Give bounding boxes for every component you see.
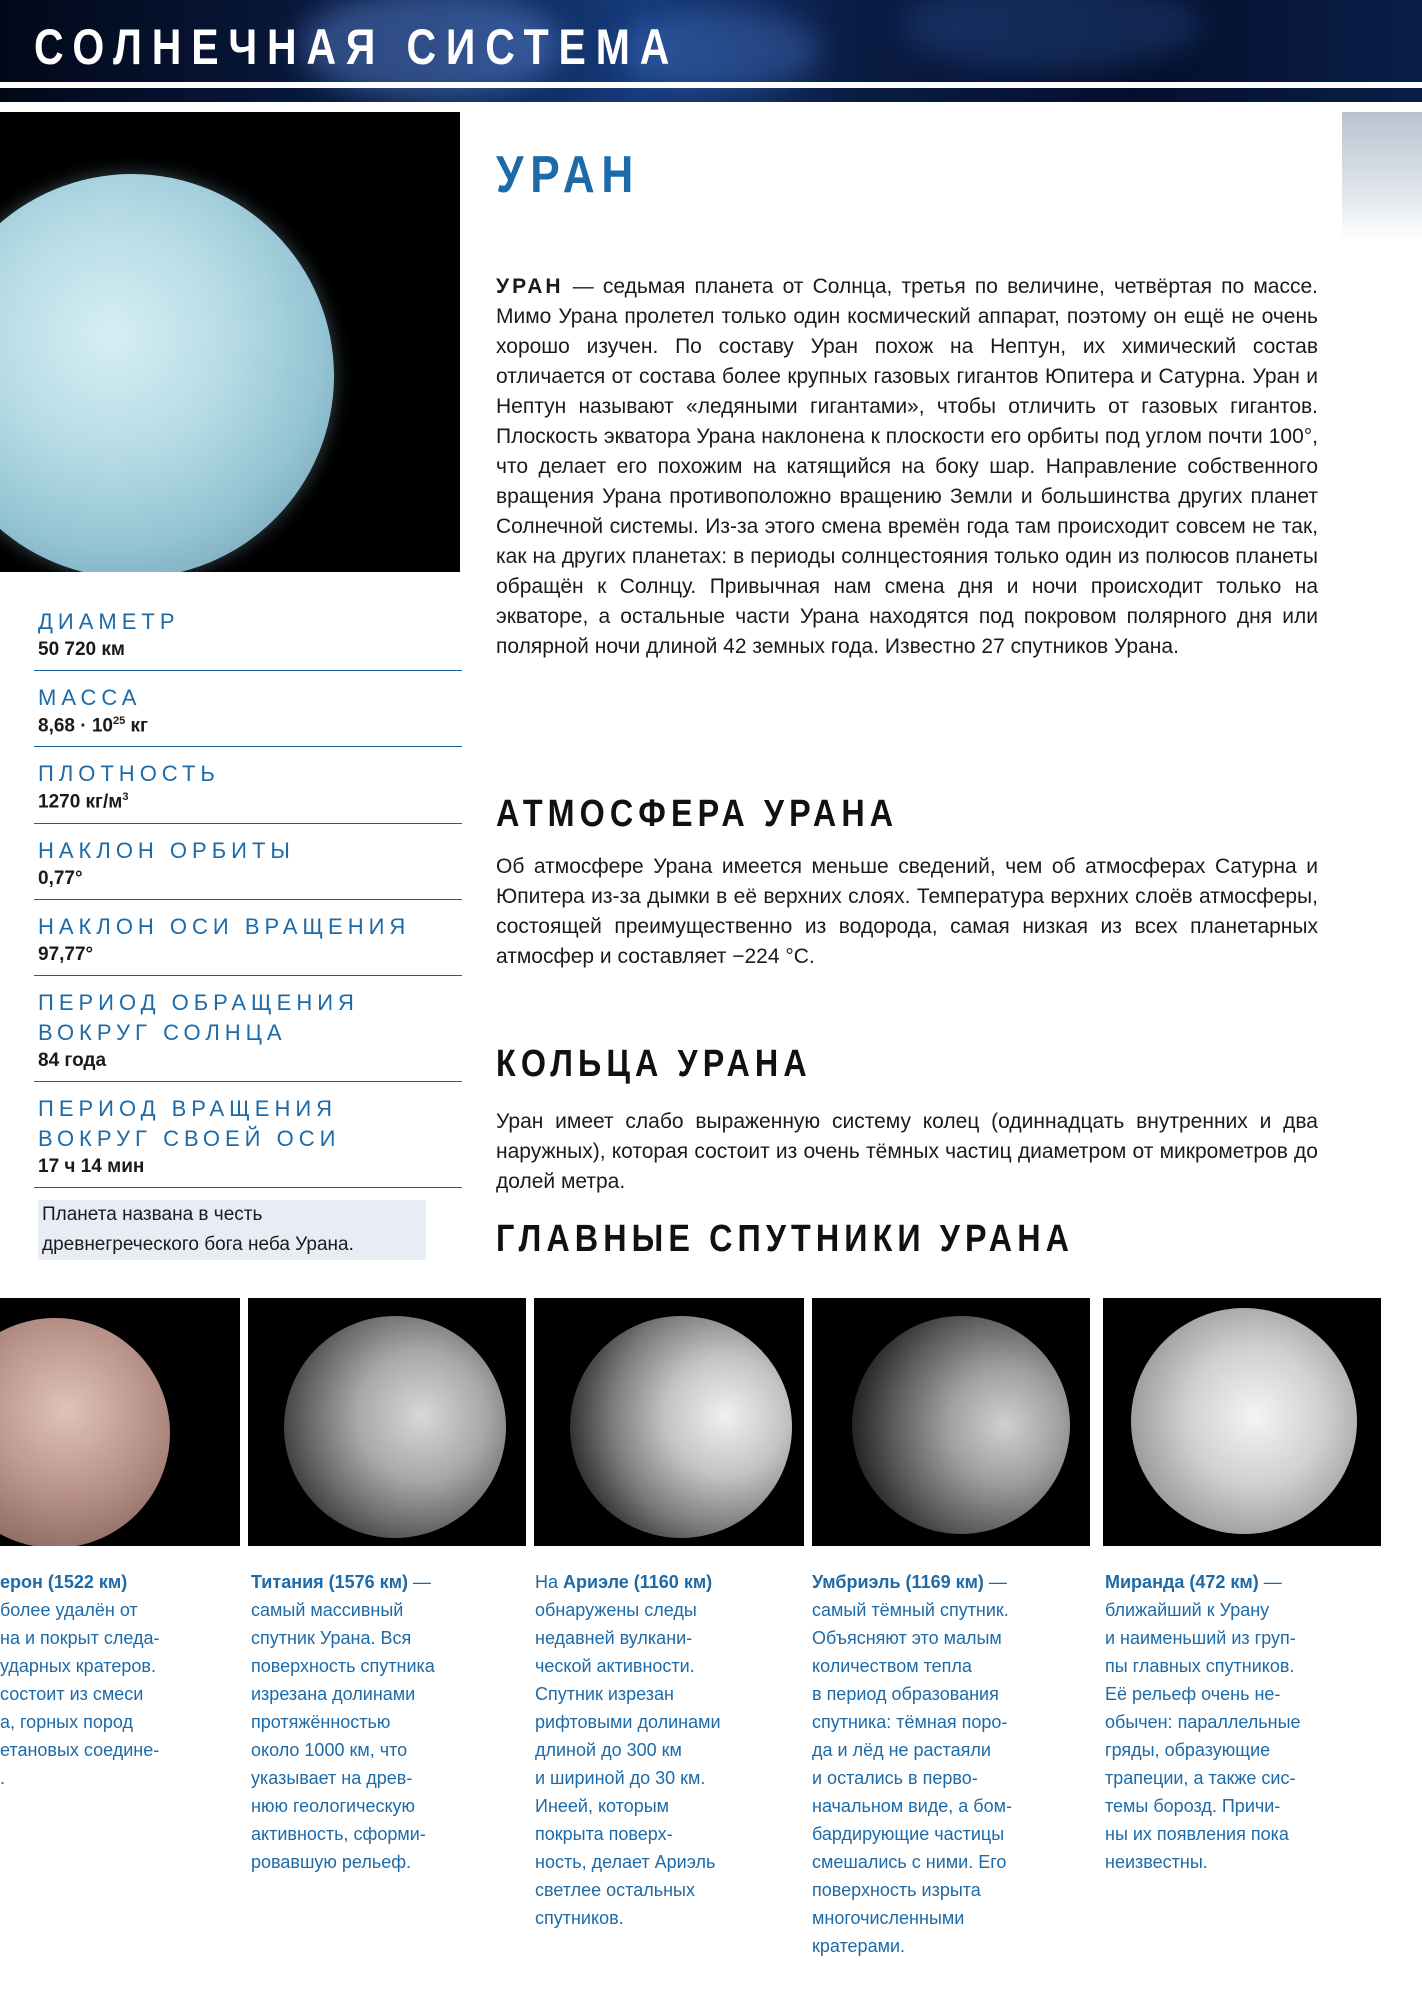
page-title: УРАН [496,146,641,204]
moon-images [0,1298,1422,1546]
moon-image-titania [248,1298,526,1546]
stat-value: $8,68 \cdot 10^{25}$ кг [38,715,148,737]
rings-heading: КОЛЬЦА УРАНА [496,1043,812,1085]
moon-desc-miranda: Миранда (472 км) — ближайший к Урану и наименьший из груп- пы главных спутников. Её рельеф очень не- обычен: параллельные гряды, образующие трапеции, а также сис- темы борозд. Причи- ны их появления пока неизвестны. [1105,1572,1301,1872]
uranus-image [0,112,460,572]
stat-label: ПЕРИОД ВРАЩЕНИЯ [38,1095,338,1121]
moon-desc-ariel: На Ариэле (1160 км) обнаружены следы недавней вулкани- ческой активности. Спутник изрезан рифтовыми долинами длиной до 300 км и шириной до 30 км. Инеей, которым покрыта поверх- ность, делает Ариэль светлее остальных спутников. [535,1572,721,1928]
stat-label: ВОКРУГ СВОЕЙ ОСИ [38,1125,341,1151]
atmosphere-paragraph: Об атмосфере Урана имеется меньше сведений, чем об атмосферах Сатурна и Юпитера из-за дымки в её верхних слоях. Температура верхних слоёв атмосферы, состоящей преимущественно из водорода, самая низкая из всех планетарных атмосфер и составляет −224 °C. [496,855,1318,968]
moon-desc-oberon: ерон (1522 км) более удалён от на и покрыт следа- ударных кратеров. состоит из смеси а, горных пород етановых соедине- . [0,1572,160,1788]
stats-panel [34,603,462,1196]
stat-rotation-period [34,1090,462,1188]
header-rule [0,82,1422,88]
rings-paragraph: Уран имеет слабо выраженную систему колец (одиннадцать внутренних и два наружных), которая состоит из очень тёмных частиц диаметром от микрометров до долей метра. [496,1110,1318,1193]
stat-label: ПЛОТНОСТЬ [38,761,220,787]
uranus-planet [0,174,334,572]
stat-density [34,755,462,823]
stat-label: НАКЛОН ОСИ ВРАЩЕНИЯ [38,913,411,939]
stat-diameter [34,603,462,671]
stat-mass [34,679,462,747]
stat-value: 50 720 км [38,639,125,660]
stat-value: 1270 $кг/м^3$ [38,791,129,813]
edge-decoration [1342,112,1422,242]
moon-desc-umbriel: Умбриэль (1169 км) — самый тёмный спутник. Объясняют это малым количеством тепла в период образования спутника: тёмная поро- да и лёд не растаяли и остались в перво- начальном виде, а бом- бардирующие частицы смешались с ними. Его поверхность изрыта многочисленными кратерами. [812,1572,1012,1956]
moon-image-ariel [534,1298,804,1546]
stat-orbit-inclination [34,832,462,900]
stat-label: ВОКРУГ СОЛНЦА [38,1019,287,1045]
atmosphere-heading: АТМОСФЕРА УРАНА [496,793,899,835]
image-caption: Планета названа в честь древнегреческого бога неба Урана. [38,1200,426,1260]
moons-heading: ГЛАВНЫЕ СПУТНИКИ УРАНА [496,1218,1075,1260]
section-title: СОЛНЕЧНАЯ СИСТЕМА [34,19,680,75]
stat-value: 0,77° [38,867,83,889]
stat-value: 17 ч 14 мин [38,1155,145,1177]
intro-paragraph: УРАН — седьмая планета от Солнца, третья по величине, четвёртая по массе. Мимо Урана пролетел только один космический аппарат, поэтому он ещё не очень хорошо изучен. По составу Уран похож на Нептун, их химический состав отличается от состава более крупных газовых гигантов Юпитера и Сатурна. Уран и Нептун называют «ледяными гигантами», чтобы отличить от газовых гигантов. Плоскость экватора Урана наклонена к плоскости его орбиты под углом почти 100°, что делает его похожим на катящийся на боку шар. Направление собственного вращения Урана противоположно вращению Земли и большинства других планет Солнечной системы. Из-за этого смена времён года там происходит совсем не так, как на других планетах: в периоды солнцестояния только один из полюсов планеты обращён к Солнцу. Привычная нам смена дня и ночи происходит только на экваторе, а остальные части Урана находятся под покровом полярного дня или полярной ночи длиной 42 земных года. Известно 27 спутников Урана. [496,275,1318,658]
stat-label: МАССА [38,685,142,710]
moon-image-miranda [1103,1298,1381,1546]
moon-desc-titania: Титания (1576 км) — самый массивный спутник Урана. Вся поверхность спутника изрезана долинами протяжённостью около 1000 км, что указывает на древ- нюю геологическую активность, сформи- ровавшую рельеф. [251,1572,435,1872]
stat-axial-tilt [34,908,462,976]
stat-label: ПЕРИОД ОБРАЩЕНИЯ [38,989,359,1015]
header-banner [0,0,1422,102]
stat-value: 97,77° [38,943,94,965]
stat-value: 84 года [38,1049,107,1071]
moon-image-oberon [0,1298,240,1546]
moon-image-umbriel [812,1298,1090,1546]
stat-orbital-period [34,984,462,1082]
stat-label: ДИАМЕТР [38,609,180,634]
stat-label: НАКЛОН ОРБИТЫ [38,837,295,863]
